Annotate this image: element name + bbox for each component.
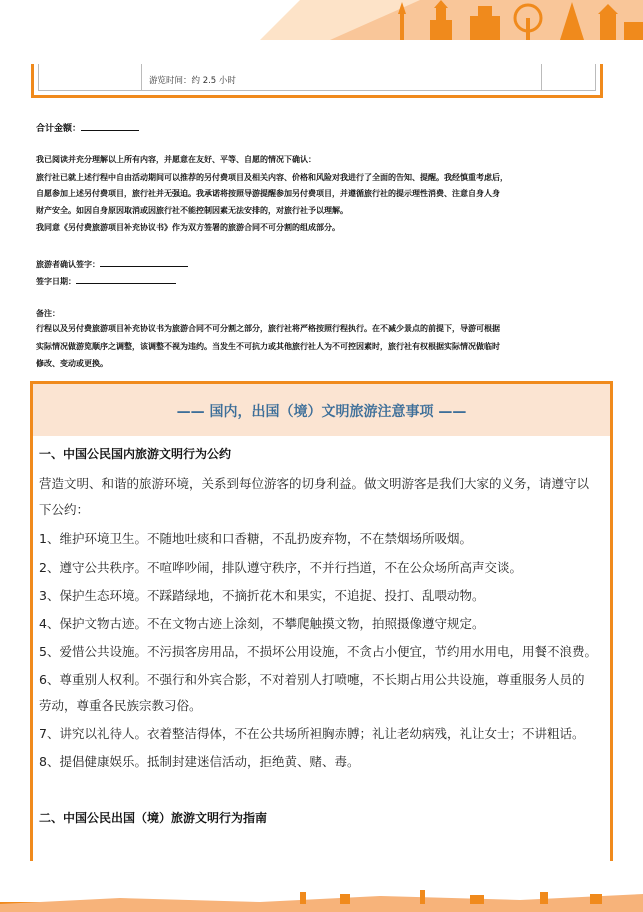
list-item: 5、爱惜公共设施。不污损客房用品，不损坏公用设施，不贪占小便宜，节约用水用电，用餐不浪费。 (39, 644, 597, 659)
declaration-line: 我已阅读并充分理解以上所有内容，并愿意在友好、平等、自愿的情况下确认： (36, 155, 316, 164)
declaration-line: 自愿参加上述另付费项目，旅行社并无强迫。我承诺将按照导游提醒参加另付费项目，并遵循旅行社的提示理性消费、注意自身人身 (36, 189, 500, 198)
box-header (33, 384, 610, 436)
traveler-signature-label: 旅游者确认签字： (36, 260, 100, 269)
declaration-line: 我同意《另付费旅游项目补充协议书》作为双方签署的旅游合同不可分割的组成部分。 (36, 223, 340, 232)
remarks-line: 修改、变动或更换。 (36, 359, 108, 368)
list-item: 4、保护文物古迹。不在文物古迹上涂刻，不攀爬触摸文物，拍照摄像遵守规定。 (39, 616, 485, 631)
bottom-skyline-decoration (0, 890, 643, 912)
section-1-title: 一、中国公民国内旅游文明行为公约 (39, 447, 232, 461)
intro-line: 营造文明、和谐的旅游环境，关系到每位游客的切身利益。做文明游客是我们大家的义务，请遵守以 (39, 476, 590, 491)
remarks-title: 备注： (36, 309, 60, 318)
itinerary-table (31, 64, 603, 98)
total-amount-label: 合计金额： (36, 124, 82, 134)
tour-time: 游览时间：约 2.5 小时 (149, 76, 236, 86)
list-item: 8、提倡健康娱乐。抵制封建迷信活动，拒绝黄、赌、毒。 (39, 754, 360, 769)
total-amount-row (36, 121, 139, 136)
remarks-line: 实际情况做游览顺序之调整，该调整不视为违约。当发生不可抗力或其他旅行社人为不可控因素时，旅行社有权根据实际情况做临时 (36, 342, 500, 351)
section-2-title: 二、中国公民出国（境）旅游文明行为指南 (39, 811, 268, 825)
signature-date-label: 签字日期： (36, 277, 76, 286)
list-item: 6、尊重别人权利。不强行和外宾合影，不对着别人打喷嚏，不长期占用公共设施，尊重服务人员的 (39, 672, 585, 687)
signature-date-field[interactable] (76, 274, 176, 284)
top-banner (0, 0, 643, 40)
declaration-line: 财产安全。如因自身原因取消或因旅行社不能控制因素无法安排的，对旅行社予以理解。 (36, 206, 348, 215)
table-row (38, 64, 596, 91)
skyline-decoration (0, 0, 643, 40)
traveler-signature-row (36, 257, 188, 271)
cell-divider (541, 64, 542, 90)
signature-date-row (36, 274, 176, 288)
remarks-line: 行程以及另付费旅游项目补充协议书为旅游合同不可分割之部分，旅行社将严格按照行程执行。在不减少景点的前提下，导游可根据 (36, 324, 500, 333)
civilized-travel-box (30, 381, 613, 861)
total-amount-field[interactable] (81, 121, 139, 131)
declaration-line: 旅行社已就上述行程中自由活动期间可以推荐的另付费项目及相关内容、价格和风险对我进行了全面的告知、提醒。我经慎重考虑后， (36, 173, 508, 182)
list-item: 2、遵守公共秩序。不喧哗吵闹，排队遵守秩序，不并行挡道，不在公众场所高声交谈。 (39, 560, 522, 575)
traveler-signature-field[interactable] (100, 257, 188, 267)
box-title: —— 国内，出国（境）文明旅游注意事项 —— (176, 404, 467, 420)
list-item: 1、维护环境卫生。不随地吐痰和口香糖，不乱扔废弃物，不在禁烟场所吸烟。 (39, 531, 472, 546)
intro-line: 下公约： (39, 502, 90, 517)
list-item: 劳动，尊重各民族宗教习俗。 (39, 698, 202, 713)
bottom-banner (0, 890, 643, 912)
list-item: 7、讲究以礼待人。衣着整洁得体，不在公共场所袒胸赤膊；礼让老幼病残，礼让女士；不讲粗话。 (39, 726, 585, 741)
list-item: 3、保护生态环境。不踩踏绿地，不摘折花木和果实，不追捉、投打、乱喂动物。 (39, 588, 485, 603)
cell-divider (141, 64, 142, 90)
